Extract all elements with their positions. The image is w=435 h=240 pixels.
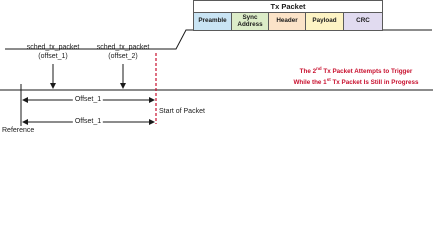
start-of-packet-label: Start of Packet	[159, 108, 205, 115]
packet-field-preamble	[194, 13, 232, 30]
command-1-arg: (offset_1)	[38, 53, 68, 60]
packet-field-crc	[344, 13, 382, 30]
packet-field-label: Header	[276, 17, 298, 25]
packet-field-payload	[306, 13, 344, 30]
collision-note-line-1: The 2nd Tx Packet Attempts to Trigger	[299, 66, 413, 76]
packet-field-label: Payload	[312, 17, 337, 25]
offset-lower-label: Offset_1	[74, 118, 102, 125]
packet-field-sync-address	[232, 13, 269, 30]
packet-field-label: Preamble	[198, 17, 227, 25]
packet-title: Tx Packet	[270, 2, 306, 11]
packet-field-label: Sync Address	[237, 13, 263, 28]
command-2-label	[97, 44, 150, 60]
command-1-name: sched_tx_packet	[26, 44, 80, 51]
offset-upper-label: Offset_1	[74, 96, 102, 103]
reference-label: Reference	[2, 127, 35, 134]
packet-field-label: CRC	[356, 17, 370, 25]
packet-field-header	[269, 13, 306, 30]
command-1-label	[27, 44, 80, 60]
command-2-name: sched_tx_packet	[96, 44, 150, 51]
collision-note-line-2: While the 1st Tx Packet Is Still in Progress	[293, 76, 419, 86]
command-2-arg: (offset_2)	[108, 53, 138, 60]
collision-note	[292, 66, 420, 87]
